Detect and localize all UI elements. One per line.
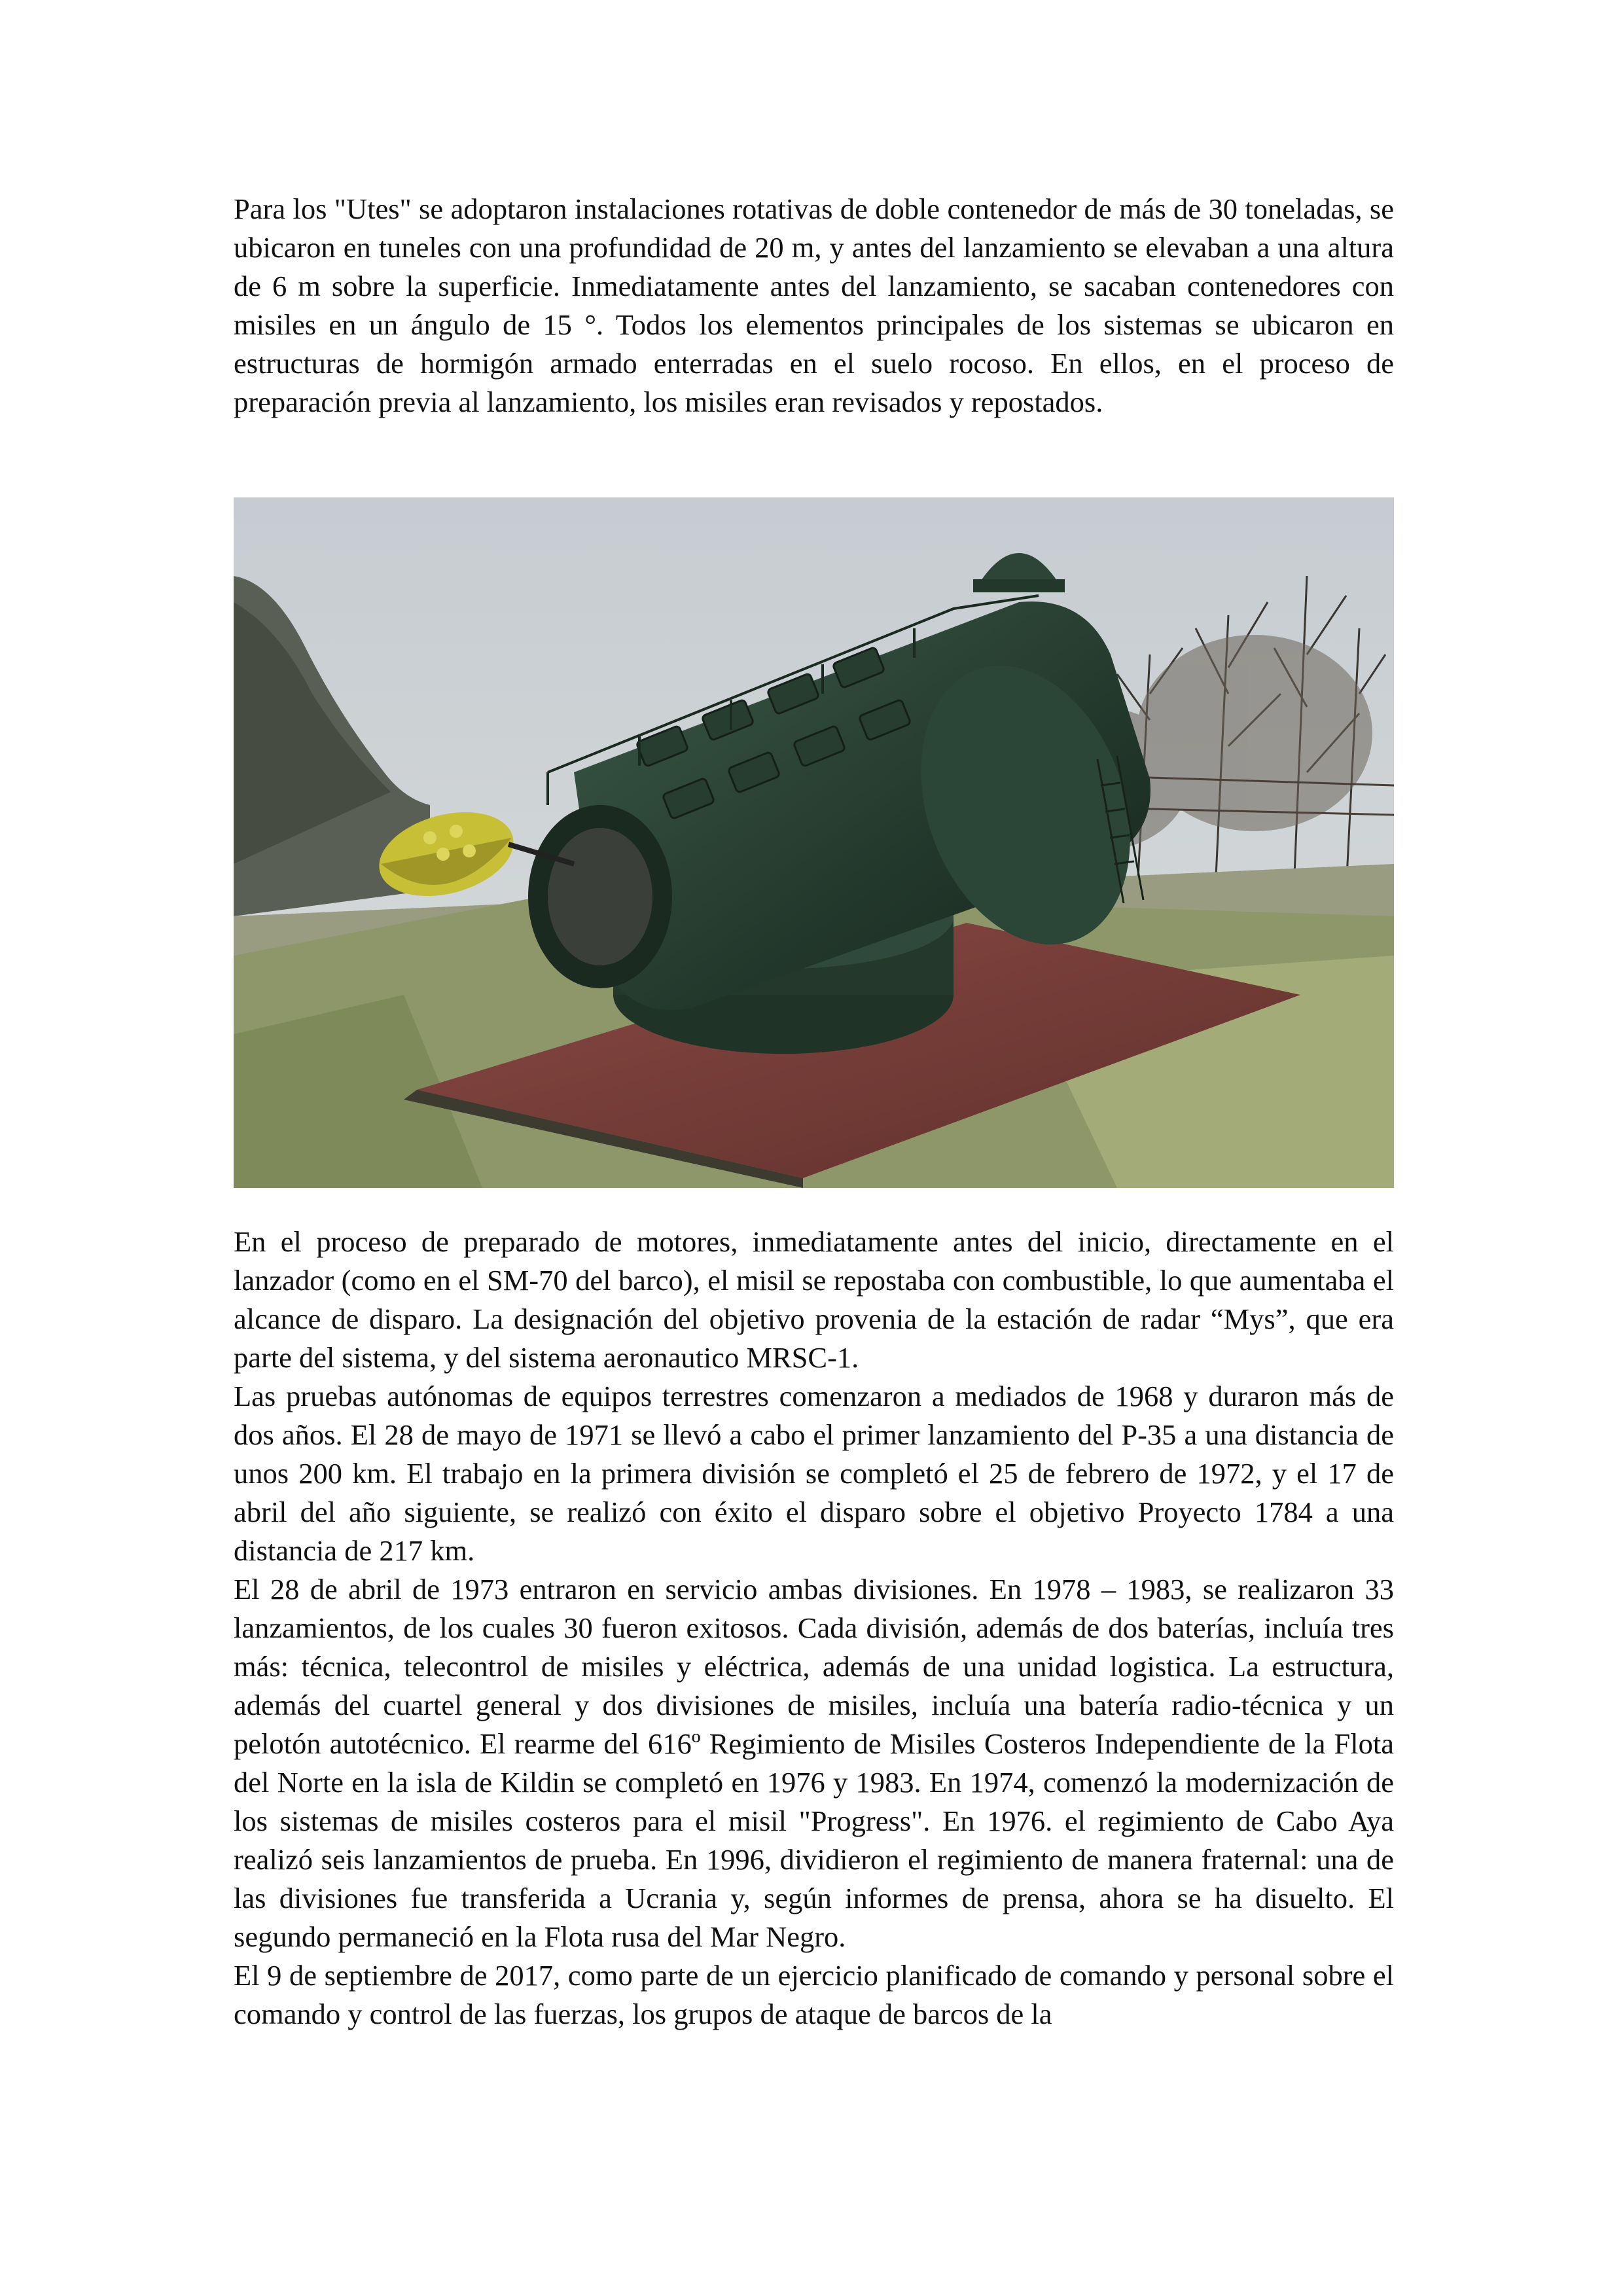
body-text [234,1223,1394,2034]
launcher-photo [234,497,1394,1188]
intro-paragraph [234,190,1394,422]
paragraph: Las pruebas autónomas de equipos terrestres comenzaron a mediados de 1968 y duraron más de dos años. El 28 de mayo de 1971 se llevó a cabo el primer lanzamiento del P-35 a una distancia de unos 200 km. El trabajo en la primera división se completó el 25 de febrero de 1972, y el 17 de abril del año siguiente, se realizó con éxito el disparo sobre el objetivo Proyecto 1784 a una distancia de 217 km. [234,1380,1394,1567]
paragraph: En el proceso de preparado de motores, inmediatamente antes del inicio, directamente en el lanzador (como en el SM-70 del barco), el misil se repostaba con combustible, lo que aumentaba el alcance de disparo. La designación del objetivo provenia de la estación de radar “Mys”, que era parte del sistema, y del sistema aeronautico MRSC-1. [234,1225,1394,1374]
paragraph: El 9 de septiembre de 2017, como parte de un ejercicio planificado de comando y personal sobre el comando y control de las fuerzas, los grupos de ataque de barcos de la [234,1959,1394,2030]
paragraph: Para los "Utes" se adoptaron instalaciones rotativas de doble contenedor de más de 30 toneladas, se ubicaron en tuneles con una profundidad de 20 m, y antes del lanzamiento se elevaban a una altura de 6 m sobre la superficie. Inmediatamente antes del lanzamiento, se sacaban contenedores con misiles en un ángulo de 15 °. Todos los elementos principales de los sistemas se ubicaron en estructuras de hormigón armado enterradas en el suelo rocoso. En ellos, en el proceso de preparación previa al lanzamiento, los misiles eran revisados y repostados. [234,192,1394,418]
coastal-missile-launcher-illustration [234,497,1394,1188]
paragraph: El 28 de abril de 1973 entraron en servicio ambas divisiones. En 1978 – 1983, se realizaron 33 lanzamientos, de los cuales 30 fueron exitosos. Cada división, además de dos baterías, incluía tres más: técnica, telecontrol de misiles y eléctrica, además de una unidad logistica. La estructura, además del cuartel general y dos divisiones de misiles, incluía una batería radio-técnica y un pelotón autotécnico. El rearme del 616º Regimiento de Misiles Costeros Independiente de la Flota del Norte en la isla de Kildin se completó en 1976 y 1983. En 1974, comenzó la modernización de los sistemas de misiles costeros para el misil "Progress". En 1976. el regimiento de Cabo Aya realizó seis lanzamientos de prueba. En 1996, dividieron el regimiento de manera fraternal: una de las divisiones fue transferida a Ucrania y, según informes de prensa, ahora se ha disuelto. El segundo permaneció en la Flota rusa del Mar Negro. [234,1573,1394,1953]
